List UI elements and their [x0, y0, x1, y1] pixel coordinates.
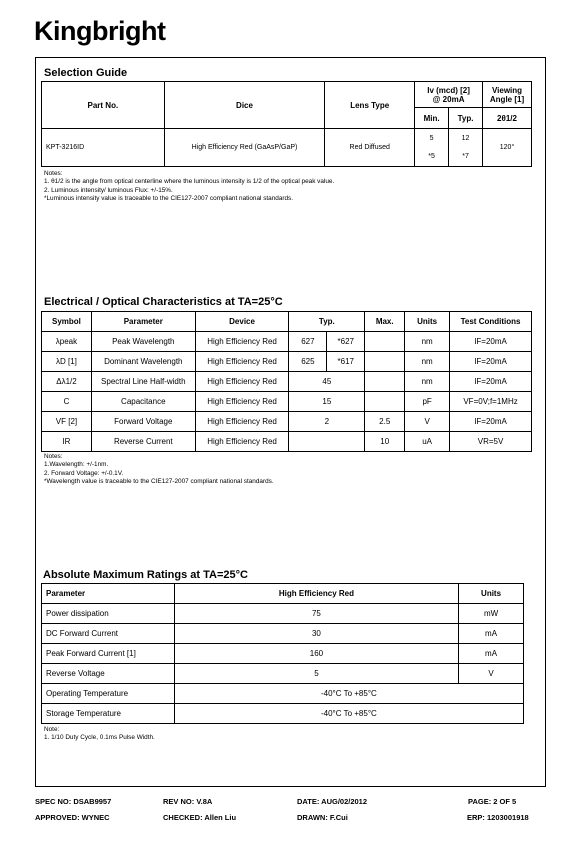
absolute-ratings-table [41, 583, 524, 724]
cell-typ [289, 432, 365, 452]
footer-approved: APPROVED: WYNEC [35, 813, 110, 822]
footer-date: DATE: AUG/02/2012 [297, 797, 368, 806]
cell-condition: IF=20mA [450, 332, 532, 352]
cell-max [365, 352, 405, 372]
brand-logo: Kingbright [34, 16, 166, 46]
header-iv [415, 82, 483, 108]
header-device: Device [195, 312, 289, 332]
note-line: 2. Luminous intensity/ luminous Flux: +/-15%. [44, 186, 173, 194]
footer-erp: ERP: 1203001918 [467, 813, 529, 822]
cell-angle: 120° [483, 129, 532, 167]
cell-condition: IF=20mA [450, 352, 532, 372]
selection-guide-notes [44, 170, 334, 203]
note-line: Note: [44, 726, 60, 733]
table-row [42, 332, 532, 352]
cell-symbol: C [42, 392, 92, 412]
cell-part-no: KPT-3216ID [42, 129, 165, 167]
selection-guide-title: Selection Guide [44, 67, 128, 79]
cell-typ: 15 [289, 392, 365, 412]
cell-parameter: Reverse Voltage [42, 664, 175, 684]
cell-units: nm [405, 352, 450, 372]
header-typ: Typ. [449, 108, 483, 129]
cell-condition: IF=20mA [450, 412, 532, 432]
cell-units: mA [459, 624, 524, 644]
absolute-ratings-title: Absolute Maximum Ratings at TA=25°C [43, 569, 248, 581]
table-row [42, 412, 532, 432]
cell-lens-type: Red Diffused [325, 129, 415, 167]
cell-dice: High Efficiency Red (GaAsP/GaP) [164, 129, 325, 167]
header-min: Min. [415, 108, 449, 129]
header-viewing-label-2: Angle [1] [489, 94, 525, 104]
note-line: *Wavelength value is traceable to the CIE127-2007 compliant national standards. [44, 477, 274, 485]
header-lens-type: Lens Type [325, 82, 415, 129]
header-units: Units [405, 312, 450, 332]
footer-page: PAGE: 2 OF 5 [468, 797, 517, 806]
cell-device: High Efficiency Red [195, 372, 289, 392]
cell-units: nm [405, 372, 450, 392]
header-viewing-label: Viewing [491, 85, 523, 95]
cell-units: pF [405, 392, 450, 412]
cell-units: uA [405, 432, 450, 452]
cell-typ-1: 12 [449, 129, 483, 148]
cell-max [365, 372, 405, 392]
cell-symbol: Δλ1/2 [42, 372, 92, 392]
cell-units: V [459, 664, 524, 684]
cell-device: High Efficiency Red [195, 412, 289, 432]
cell-max: 10 [365, 432, 405, 452]
cell-parameter: Spectral Line Half-width [91, 372, 195, 392]
cell-parameter: Capacitance [91, 392, 195, 412]
table-row [42, 392, 532, 412]
cell-value: 5 [174, 664, 458, 684]
cell-parameter: Dominant Wavelength [91, 352, 195, 372]
footer-spec-no: SPEC NO: DSAB9957 [35, 797, 112, 806]
note-line: 1.Wavelength: +/-1nm. [44, 461, 109, 469]
footer-checked: CHECKED: Allen Liu [163, 813, 237, 822]
header-units: Units [459, 584, 524, 604]
header-iv-condition: @ 20mA [432, 94, 465, 104]
cell-parameter: Forward Voltage [91, 412, 195, 432]
header-max: Max. [365, 312, 405, 332]
cell-device: High Efficiency Red [195, 352, 289, 372]
header-symbol: Symbol [42, 312, 92, 332]
cell-typ-2: *7 [449, 148, 483, 167]
cell-max [365, 332, 405, 352]
table-row [42, 352, 532, 372]
cell-min-1: 5 [415, 129, 449, 148]
absolute-ratings-notes [44, 726, 155, 743]
note-line: Notes: [44, 170, 63, 177]
cell-typ-a: 627 [289, 332, 327, 352]
cell-parameter: Peak Forward Current [1] [42, 644, 175, 664]
cell-value: 160 [174, 644, 458, 664]
cell-device: High Efficiency Red [195, 392, 289, 412]
cell-parameter: Operating Temperature [42, 684, 175, 704]
header-viewing [483, 82, 532, 108]
note-line: 1. θ1/2 is the angle from optical centerline where the luminous intensity is 1/2 of the optical peak value. [44, 178, 335, 186]
electrical-notes [44, 453, 274, 486]
table-row [42, 664, 524, 684]
cell-parameter: Power dissipation [42, 604, 175, 624]
cell-parameter: DC Forward Current [42, 624, 175, 644]
cell-typ-b: *617 [327, 352, 365, 372]
cell-parameter: Storage Temperature [42, 704, 175, 724]
table-row [42, 372, 532, 392]
note-line: Notes: [44, 453, 63, 460]
cell-typ: 45 [289, 372, 365, 392]
cell-typ-b: *627 [327, 332, 365, 352]
table-row [42, 432, 532, 452]
cell-typ-a: 625 [289, 352, 327, 372]
table-row [42, 684, 524, 704]
cell-parameter: Reverse Current [91, 432, 195, 452]
cell-condition: IF=20mA [450, 372, 532, 392]
note-line: *Luminous intensity value is traceable to the CIE127-2007 compliant national standards. [44, 194, 294, 202]
cell-condition: VF=0V;f=1MHz [450, 392, 532, 412]
cell-symbol: λD [1] [42, 352, 92, 372]
cell-units: mW [459, 604, 524, 624]
cell-symbol: IR [42, 432, 92, 452]
header-parameter: Parameter [91, 312, 195, 332]
cell-units: V [405, 412, 450, 432]
cell-units: mA [459, 644, 524, 664]
selection-guide-table [41, 81, 532, 167]
cell-value: -40°C To +85°C [174, 684, 523, 704]
table-row [42, 604, 524, 624]
cell-symbol: VF [2] [42, 412, 92, 432]
header-typ: Typ. [289, 312, 365, 332]
cell-value: 30 [174, 624, 458, 644]
footer-drawn: DRAWN: F.Cui [297, 813, 348, 822]
cell-condition: VR=5V [450, 432, 532, 452]
header-part-no: Part No. [42, 82, 165, 129]
table-row [42, 624, 524, 644]
header-dice: Dice [164, 82, 325, 129]
table-row [42, 644, 524, 664]
note-line: 2. Forward Voltage: +/-0.1V. [44, 469, 124, 477]
header-angle: 2θ1/2 [483, 108, 532, 129]
footer-rev-no: REV NO: V.8A [163, 797, 213, 806]
electrical-title: Electrical / Optical Characteristics at TA=25°C [44, 296, 283, 308]
cell-typ: 2 [289, 412, 365, 432]
cell-max [365, 392, 405, 412]
header-high-efficiency-red: High Efficiency Red [174, 584, 458, 604]
header-iv-label: Iv (mcd) [2] [427, 85, 470, 95]
electrical-table [41, 311, 532, 452]
cell-min-2: *5 [415, 148, 449, 167]
cell-max: 2.5 [365, 412, 405, 432]
table-row [42, 704, 524, 724]
cell-device: High Efficiency Red [195, 432, 289, 452]
cell-parameter: Peak Wavelength [91, 332, 195, 352]
note-line: 1. 1/10 Duty Cycle, 0.1ms Pulse Width. [44, 734, 155, 742]
cell-units: nm [405, 332, 450, 352]
cell-value: 75 [174, 604, 458, 624]
header-parameter: Parameter [42, 584, 175, 604]
cell-symbol: λpeak [42, 332, 92, 352]
cell-device: High Efficiency Red [195, 332, 289, 352]
header-test-conditions: Test Conditions [450, 312, 532, 332]
cell-value: -40°C To +85°C [174, 704, 523, 724]
